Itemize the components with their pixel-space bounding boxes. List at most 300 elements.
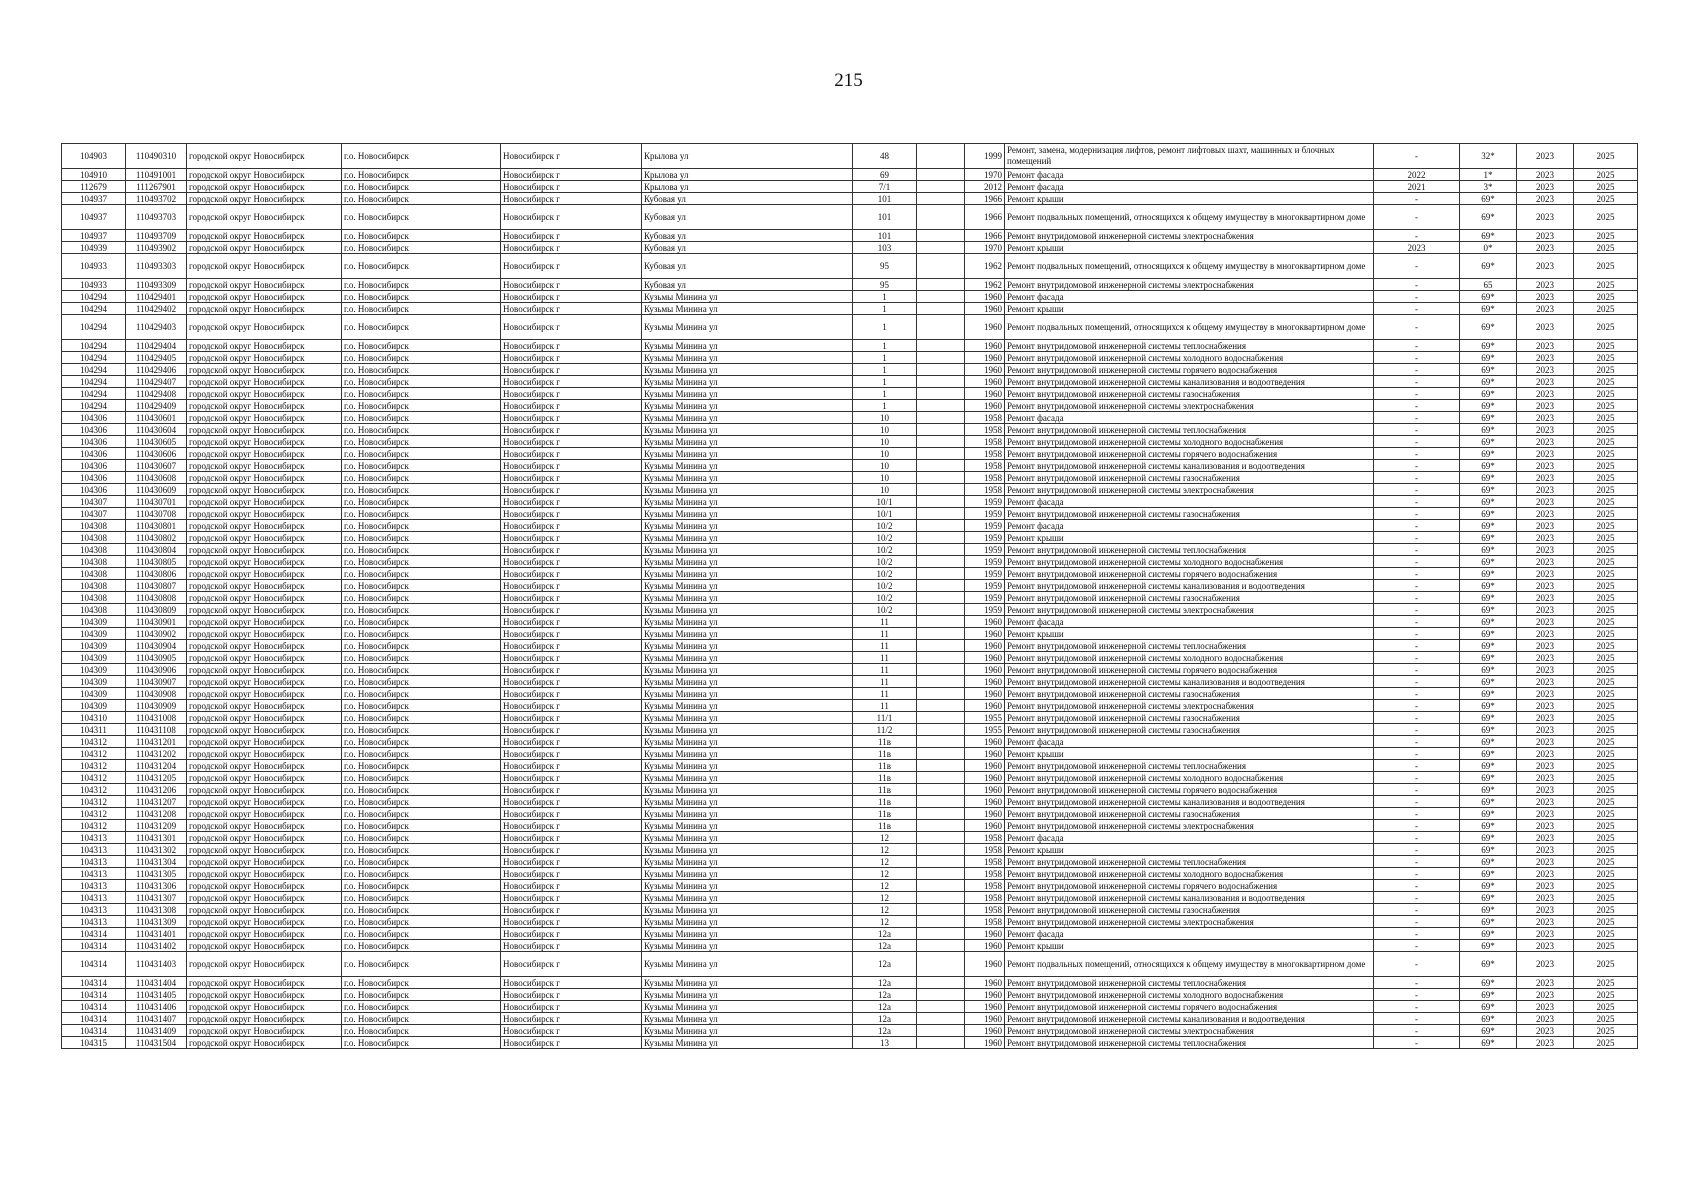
cell-plan-start: 2023 xyxy=(1517,230,1574,242)
cell-work-type: Ремонт внутридомовой инженерной системы газоснабжения xyxy=(1005,712,1374,724)
cell-house-no: 12 xyxy=(853,904,917,916)
cell-prior-repair-year: - xyxy=(1374,604,1460,616)
cell-street: Крылова ул xyxy=(642,169,853,181)
cell-plan-start: 2023 xyxy=(1517,291,1574,303)
cell-street: Кузьмы Минина ул xyxy=(642,1025,853,1037)
cell-plan-start: 2023 xyxy=(1517,748,1574,760)
cell-house-id: 104313 xyxy=(62,892,126,904)
cell-wear: 69* xyxy=(1460,989,1517,1001)
cell-house-id: 112679 xyxy=(62,181,126,193)
cell-object-id: 110429406 xyxy=(126,364,187,376)
cell-street: Кузьмы Минина ул xyxy=(642,712,853,724)
cell-blank xyxy=(917,832,965,844)
cell-object-id: 110431202 xyxy=(126,748,187,760)
cell-plan-start: 2023 xyxy=(1517,712,1574,724)
cell-blank xyxy=(917,181,965,193)
cell-work-type: Ремонт внутридомовой инженерной системы газоснабжения xyxy=(1005,904,1374,916)
cell-city: Новосибирск г xyxy=(501,400,642,412)
cell-settlement-district: г.о. Новосибирск xyxy=(342,496,501,508)
cell-settlement-district: г.о. Новосибирск xyxy=(342,977,501,989)
cell-city: Новосибирск г xyxy=(501,568,642,580)
cell-year-built: 1960 xyxy=(965,700,1005,712)
cell-settlement-district: г.о. Новосибирск xyxy=(342,291,501,303)
cell-house-id: 104314 xyxy=(62,989,126,1001)
cell-settlement-district: г.о. Новосибирск xyxy=(342,748,501,760)
cell-year-built: 1959 xyxy=(965,580,1005,592)
cell-street: Кузьмы Минина ул xyxy=(642,724,853,736)
cell-plan-end: 2025 xyxy=(1574,989,1638,1001)
cell-wear: 69* xyxy=(1460,484,1517,496)
cell-municipality: городской округ Новосибирск xyxy=(187,784,342,796)
cell-year-built: 1958 xyxy=(965,844,1005,856)
cell-plan-start: 2023 xyxy=(1517,472,1574,484)
cell-street: Кузьмы Минина ул xyxy=(642,1013,853,1025)
cell-municipality: городской округ Новосибирск xyxy=(187,820,342,832)
cell-street: Кузьмы Минина ул xyxy=(642,748,853,760)
cell-object-id: 110430907 xyxy=(126,676,187,688)
cell-house-no: 10/2 xyxy=(853,520,917,532)
cell-street: Кузьмы Минина ул xyxy=(642,303,853,315)
cell-object-id: 110430701 xyxy=(126,496,187,508)
cell-object-id: 111267901 xyxy=(126,181,187,193)
cell-street: Кузьмы Минина ул xyxy=(642,808,853,820)
cell-settlement-district: г.о. Новосибирск xyxy=(342,652,501,664)
cell-settlement-district: г.о. Новосибирск xyxy=(342,279,501,291)
cell-prior-repair-year: - xyxy=(1374,856,1460,868)
cell-house-id: 104933 xyxy=(62,254,126,279)
cell-work-type: Ремонт внутридомовой инженерной системы газоснабжения xyxy=(1005,724,1374,736)
cell-settlement-district: г.о. Новосибирск xyxy=(342,616,501,628)
cell-work-type: Ремонт внутридомовой инженерной системы холодного водоснабжения xyxy=(1005,868,1374,880)
cell-street: Кузьмы Минина ул xyxy=(642,544,853,556)
cell-work-type: Ремонт внутридомовой инженерной системы горячего водоснабжения xyxy=(1005,448,1374,460)
cell-settlement-district: г.о. Новосибирск xyxy=(342,580,501,592)
cell-prior-repair-year: - xyxy=(1374,928,1460,940)
cell-blank xyxy=(917,652,965,664)
cell-plan-start: 2023 xyxy=(1517,364,1574,376)
cell-wear: 69* xyxy=(1460,460,1517,472)
cell-settlement-district: г.о. Новосибирск xyxy=(342,412,501,424)
cell-city: Новосибирск г xyxy=(501,254,642,279)
cell-prior-repair-year: - xyxy=(1374,808,1460,820)
cell-prior-repair-year: - xyxy=(1374,1013,1460,1025)
cell-plan-end: 2025 xyxy=(1574,291,1638,303)
cell-work-type: Ремонт внутридомовой инженерной системы теплоснабжения xyxy=(1005,424,1374,436)
cell-plan-start: 2023 xyxy=(1517,1025,1574,1037)
cell-prior-repair-year: - xyxy=(1374,448,1460,460)
cell-plan-start: 2023 xyxy=(1517,568,1574,580)
cell-city: Новосибирск г xyxy=(501,940,642,952)
cell-city: Новосибирск г xyxy=(501,724,642,736)
cell-work-type: Ремонт фасада xyxy=(1005,616,1374,628)
cell-work-type: Ремонт внутридомовой инженерной системы теплоснабжения xyxy=(1005,640,1374,652)
cell-plan-end: 2025 xyxy=(1574,676,1638,688)
cell-object-id: 110431206 xyxy=(126,784,187,796)
table-row xyxy=(62,484,1638,496)
cell-year-built: 1966 xyxy=(965,193,1005,205)
cell-city: Новосибирск г xyxy=(501,580,642,592)
cell-prior-repair-year: - xyxy=(1374,544,1460,556)
cell-settlement-district: г.о. Новосибирск xyxy=(342,628,501,640)
cell-year-built: 1960 xyxy=(965,640,1005,652)
cell-plan-start: 2023 xyxy=(1517,892,1574,904)
cell-object-id: 110431407 xyxy=(126,1013,187,1025)
cell-house-id: 104309 xyxy=(62,676,126,688)
cell-object-id: 110429405 xyxy=(126,352,187,364)
cell-prior-repair-year: - xyxy=(1374,664,1460,676)
cell-city: Новосибирск г xyxy=(501,700,642,712)
cell-prior-repair-year: - xyxy=(1374,315,1460,340)
cell-year-built: 1999 xyxy=(965,144,1005,169)
table-row xyxy=(62,952,1638,977)
cell-city: Новосибирск г xyxy=(501,760,642,772)
cell-work-type: Ремонт внутридомовой инженерной системы газоснабжения xyxy=(1005,808,1374,820)
cell-blank xyxy=(917,424,965,436)
cell-plan-start: 2023 xyxy=(1517,760,1574,772)
cell-city: Новосибирск г xyxy=(501,688,642,700)
cell-house-id: 104313 xyxy=(62,844,126,856)
cell-year-built: 1960 xyxy=(965,748,1005,760)
cell-house-no: 1 xyxy=(853,291,917,303)
cell-prior-repair-year: - xyxy=(1374,844,1460,856)
table-row xyxy=(62,291,1638,303)
cell-house-id: 104309 xyxy=(62,700,126,712)
cell-work-type: Ремонт внутридомовой инженерной системы газоснабжения xyxy=(1005,592,1374,604)
cell-house-id: 104312 xyxy=(62,796,126,808)
cell-municipality: городской округ Новосибирск xyxy=(187,772,342,784)
cell-city: Новосибирск г xyxy=(501,808,642,820)
cell-municipality: городской округ Новосибирск xyxy=(187,989,342,1001)
cell-house-id: 104937 xyxy=(62,193,126,205)
cell-blank xyxy=(917,880,965,892)
cell-municipality: городской округ Новосибирск xyxy=(187,688,342,700)
cell-house-no: 48 xyxy=(853,144,917,169)
cell-plan-start: 2023 xyxy=(1517,400,1574,412)
cell-settlement-district: г.о. Новосибирск xyxy=(342,303,501,315)
cell-settlement-district: г.о. Новосибирск xyxy=(342,700,501,712)
cell-work-type: Ремонт внутридомовой инженерной системы горячего водоснабжения xyxy=(1005,880,1374,892)
cell-plan-start: 2023 xyxy=(1517,880,1574,892)
cell-house-id: 104307 xyxy=(62,508,126,520)
cell-city: Новосибирск г xyxy=(501,315,642,340)
cell-street: Кузьмы Минина ул xyxy=(642,496,853,508)
cell-prior-repair-year: - xyxy=(1374,508,1460,520)
cell-municipality: городской округ Новосибирск xyxy=(187,940,342,952)
table-row xyxy=(62,303,1638,315)
cell-city: Новосибирск г xyxy=(501,856,642,868)
cell-object-id: 110430601 xyxy=(126,412,187,424)
cell-house-no: 11/2 xyxy=(853,724,917,736)
cell-prior-repair-year: - xyxy=(1374,230,1460,242)
cell-plan-end: 2025 xyxy=(1574,303,1638,315)
cell-year-built: 1960 xyxy=(965,400,1005,412)
cell-wear: 69* xyxy=(1460,388,1517,400)
cell-plan-start: 2023 xyxy=(1517,424,1574,436)
cell-plan-end: 2025 xyxy=(1574,169,1638,181)
cell-plan-end: 2025 xyxy=(1574,181,1638,193)
cell-plan-start: 2023 xyxy=(1517,1037,1574,1049)
cell-year-built: 1955 xyxy=(965,712,1005,724)
cell-settlement-district: г.о. Новосибирск xyxy=(342,242,501,254)
cell-wear: 69* xyxy=(1460,977,1517,989)
cell-plan-start: 2023 xyxy=(1517,340,1574,352)
cell-plan-end: 2025 xyxy=(1574,412,1638,424)
cell-city: Новосибирск г xyxy=(501,832,642,844)
cell-plan-start: 2023 xyxy=(1517,796,1574,808)
cell-wear: 69* xyxy=(1460,700,1517,712)
cell-house-no: 12 xyxy=(853,916,917,928)
table-row xyxy=(62,664,1638,676)
cell-plan-end: 2025 xyxy=(1574,520,1638,532)
cell-house-id: 104308 xyxy=(62,544,126,556)
cell-municipality: городской округ Новосибирск xyxy=(187,568,342,580)
cell-city: Новосибирск г xyxy=(501,352,642,364)
cell-house-no: 12 xyxy=(853,880,917,892)
cell-house-no: 12а xyxy=(853,1025,917,1037)
cell-municipality: городской округ Новосибирск xyxy=(187,400,342,412)
cell-blank xyxy=(917,892,965,904)
cell-work-type: Ремонт фасада xyxy=(1005,928,1374,940)
cell-house-id: 104937 xyxy=(62,205,126,230)
cell-work-type: Ремонт фасада xyxy=(1005,412,1374,424)
cell-blank xyxy=(917,940,965,952)
cell-settlement-district: г.о. Новосибирск xyxy=(342,448,501,460)
cell-plan-start: 2023 xyxy=(1517,989,1574,1001)
cell-blank xyxy=(917,242,965,254)
table-row xyxy=(62,242,1638,254)
cell-city: Новосибирск г xyxy=(501,376,642,388)
cell-wear: 69* xyxy=(1460,928,1517,940)
cell-prior-repair-year: - xyxy=(1374,376,1460,388)
cell-work-type: Ремонт внутридомовой инженерной системы теплоснабжения xyxy=(1005,340,1374,352)
cell-house-id: 104314 xyxy=(62,1001,126,1013)
cell-street: Кузьмы Минина ул xyxy=(642,520,853,532)
cell-plan-end: 2025 xyxy=(1574,724,1638,736)
cell-street: Кузьмы Минина ул xyxy=(642,400,853,412)
cell-house-no: 11 xyxy=(853,664,917,676)
cell-prior-repair-year: - xyxy=(1374,616,1460,628)
cell-prior-repair-year: - xyxy=(1374,520,1460,532)
cell-blank xyxy=(917,144,965,169)
cell-house-id: 104314 xyxy=(62,1013,126,1025)
cell-plan-end: 2025 xyxy=(1574,436,1638,448)
cell-work-type: Ремонт фасада xyxy=(1005,169,1374,181)
cell-object-id: 110431305 xyxy=(126,868,187,880)
cell-street: Кузьмы Минина ул xyxy=(642,844,853,856)
cell-settlement-district: г.о. Новосибирск xyxy=(342,508,501,520)
cell-settlement-district: г.о. Новосибирск xyxy=(342,844,501,856)
cell-plan-end: 2025 xyxy=(1574,388,1638,400)
cell-city: Новосибирск г xyxy=(501,279,642,291)
cell-house-no: 1 xyxy=(853,352,917,364)
cell-house-no: 11в xyxy=(853,772,917,784)
cell-year-built: 1960 xyxy=(965,952,1005,977)
cell-plan-end: 2025 xyxy=(1574,628,1638,640)
cell-object-id: 110430906 xyxy=(126,664,187,676)
cell-house-id: 104306 xyxy=(62,424,126,436)
table-row xyxy=(62,736,1638,748)
cell-prior-repair-year: - xyxy=(1374,868,1460,880)
cell-blank xyxy=(917,916,965,928)
cell-year-built: 1960 xyxy=(965,291,1005,303)
cell-house-no: 13 xyxy=(853,1037,917,1049)
cell-plan-start: 2023 xyxy=(1517,315,1574,340)
cell-plan-end: 2025 xyxy=(1574,604,1638,616)
cell-plan-start: 2023 xyxy=(1517,856,1574,868)
cell-municipality: городской округ Новосибирск xyxy=(187,376,342,388)
cell-work-type: Ремонт внутридомовой инженерной системы теплоснабжения xyxy=(1005,977,1374,989)
cell-year-built: 1960 xyxy=(965,664,1005,676)
cell-plan-end: 2025 xyxy=(1574,904,1638,916)
cell-object-id: 110493702 xyxy=(126,193,187,205)
cell-city: Новосибирск г xyxy=(501,303,642,315)
cell-plan-end: 2025 xyxy=(1574,664,1638,676)
cell-city: Новосибирск г xyxy=(501,676,642,688)
cell-blank xyxy=(917,340,965,352)
cell-year-built: 1960 xyxy=(965,303,1005,315)
cell-municipality: городской округ Новосибирск xyxy=(187,808,342,820)
cell-plan-end: 2025 xyxy=(1574,254,1638,279)
cell-municipality: городской округ Новосибирск xyxy=(187,230,342,242)
cell-house-id: 104309 xyxy=(62,616,126,628)
cell-blank xyxy=(917,640,965,652)
cell-street: Кузьмы Минина ул xyxy=(642,772,853,784)
cell-prior-repair-year: 2021 xyxy=(1374,181,1460,193)
cell-work-type: Ремонт внутридомовой инженерной системы холодного водоснабжения xyxy=(1005,352,1374,364)
cell-work-type: Ремонт внутридомовой инженерной системы горячего водоснабжения xyxy=(1005,784,1374,796)
cell-blank xyxy=(917,532,965,544)
cell-wear: 69* xyxy=(1460,448,1517,460)
cell-settlement-district: г.о. Новосибирск xyxy=(342,436,501,448)
cell-work-type: Ремонт внутридомовой инженерной системы электроснабжения xyxy=(1005,1025,1374,1037)
cell-object-id: 110430806 xyxy=(126,568,187,580)
table-row xyxy=(62,544,1638,556)
cell-blank xyxy=(917,989,965,1001)
cell-street: Кузьмы Минина ул xyxy=(642,892,853,904)
cell-street: Кубовая ул xyxy=(642,205,853,230)
cell-prior-repair-year: - xyxy=(1374,748,1460,760)
table-row xyxy=(62,279,1638,291)
cell-blank xyxy=(917,928,965,940)
cell-city: Новосибирск г xyxy=(501,412,642,424)
cell-plan-start: 2023 xyxy=(1517,952,1574,977)
cell-plan-end: 2025 xyxy=(1574,279,1638,291)
cell-prior-repair-year: - xyxy=(1374,784,1460,796)
cell-wear: 69* xyxy=(1460,688,1517,700)
cell-house-no: 11/1 xyxy=(853,712,917,724)
table-row xyxy=(62,520,1638,532)
cell-city: Новосибирск г xyxy=(501,193,642,205)
cell-plan-end: 2025 xyxy=(1574,977,1638,989)
cell-object-id: 110431504 xyxy=(126,1037,187,1049)
cell-municipality: городской округ Новосибирск xyxy=(187,916,342,928)
cell-plan-start: 2023 xyxy=(1517,652,1574,664)
cell-object-id: 110430801 xyxy=(126,520,187,532)
cell-blank xyxy=(917,856,965,868)
cell-street: Кузьмы Минина ул xyxy=(642,568,853,580)
cell-object-id: 110493709 xyxy=(126,230,187,242)
cell-house-no: 10/2 xyxy=(853,532,917,544)
cell-settlement-district: г.о. Новосибирск xyxy=(342,712,501,724)
cell-year-built: 1959 xyxy=(965,544,1005,556)
cell-house-id: 104294 xyxy=(62,376,126,388)
cell-house-id: 104314 xyxy=(62,977,126,989)
cell-wear: 69* xyxy=(1460,340,1517,352)
table-row xyxy=(62,724,1638,736)
cell-year-built: 1970 xyxy=(965,169,1005,181)
cell-plan-end: 2025 xyxy=(1574,592,1638,604)
cell-plan-end: 2025 xyxy=(1574,796,1638,808)
cell-prior-repair-year: - xyxy=(1374,736,1460,748)
cell-plan-start: 2023 xyxy=(1517,977,1574,989)
cell-street: Кузьмы Минина ул xyxy=(642,928,853,940)
cell-plan-start: 2023 xyxy=(1517,376,1574,388)
cell-year-built: 1960 xyxy=(965,928,1005,940)
cell-settlement-district: г.о. Новосибирск xyxy=(342,916,501,928)
cell-object-id: 110431309 xyxy=(126,916,187,928)
cell-city: Новосибирск г xyxy=(501,1025,642,1037)
cell-work-type: Ремонт внутридомовой инженерной системы электроснабжения xyxy=(1005,916,1374,928)
cell-city: Новосибирск г xyxy=(501,448,642,460)
cell-year-built: 1962 xyxy=(965,279,1005,291)
cell-prior-repair-year: - xyxy=(1374,1001,1460,1013)
cell-municipality: городской округ Новосибирск xyxy=(187,412,342,424)
cell-wear: 69* xyxy=(1460,556,1517,568)
cell-wear: 69* xyxy=(1460,532,1517,544)
cell-wear: 69* xyxy=(1460,193,1517,205)
cell-year-built: 1970 xyxy=(965,242,1005,254)
cell-house-no: 11 xyxy=(853,700,917,712)
cell-city: Новосибирск г xyxy=(501,640,642,652)
cell-settlement-district: г.о. Новосибирск xyxy=(342,388,501,400)
cell-street: Кузьмы Минина ул xyxy=(642,736,853,748)
cell-object-id: 110430902 xyxy=(126,628,187,640)
cell-city: Новосибирск г xyxy=(501,556,642,568)
cell-prior-repair-year: - xyxy=(1374,436,1460,448)
cell-object-id: 110431209 xyxy=(126,820,187,832)
cell-house-id: 104294 xyxy=(62,303,126,315)
cell-prior-repair-year: - xyxy=(1374,724,1460,736)
cell-blank xyxy=(917,568,965,580)
cell-plan-start: 2023 xyxy=(1517,448,1574,460)
cell-house-no: 101 xyxy=(853,193,917,205)
cell-municipality: городской округ Новосибирск xyxy=(187,472,342,484)
cell-work-type: Ремонт крыши xyxy=(1005,532,1374,544)
cell-settlement-district: г.о. Новосибирск xyxy=(342,568,501,580)
cell-prior-repair-year: - xyxy=(1374,352,1460,364)
cell-year-built: 1958 xyxy=(965,460,1005,472)
cell-house-no: 1 xyxy=(853,364,917,376)
cell-street: Кузьмы Минина ул xyxy=(642,484,853,496)
cell-wear: 69* xyxy=(1460,205,1517,230)
cell-plan-start: 2023 xyxy=(1517,604,1574,616)
cell-plan-start: 2023 xyxy=(1517,868,1574,880)
cell-house-no: 11в xyxy=(853,760,917,772)
cell-blank xyxy=(917,508,965,520)
cell-municipality: городской округ Новосибирск xyxy=(187,279,342,291)
cell-plan-end: 2025 xyxy=(1574,340,1638,352)
cell-prior-repair-year: - xyxy=(1374,640,1460,652)
cell-object-id: 110431304 xyxy=(126,856,187,868)
cell-municipality: городской округ Новосибирск xyxy=(187,315,342,340)
cell-prior-repair-year: - xyxy=(1374,205,1460,230)
cell-street: Кузьмы Минина ул xyxy=(642,556,853,568)
cell-wear: 69* xyxy=(1460,254,1517,279)
cell-house-no: 10/2 xyxy=(853,544,917,556)
cell-year-built: 1960 xyxy=(965,1037,1005,1049)
cell-plan-end: 2025 xyxy=(1574,242,1638,254)
cell-year-built: 1960 xyxy=(965,1013,1005,1025)
